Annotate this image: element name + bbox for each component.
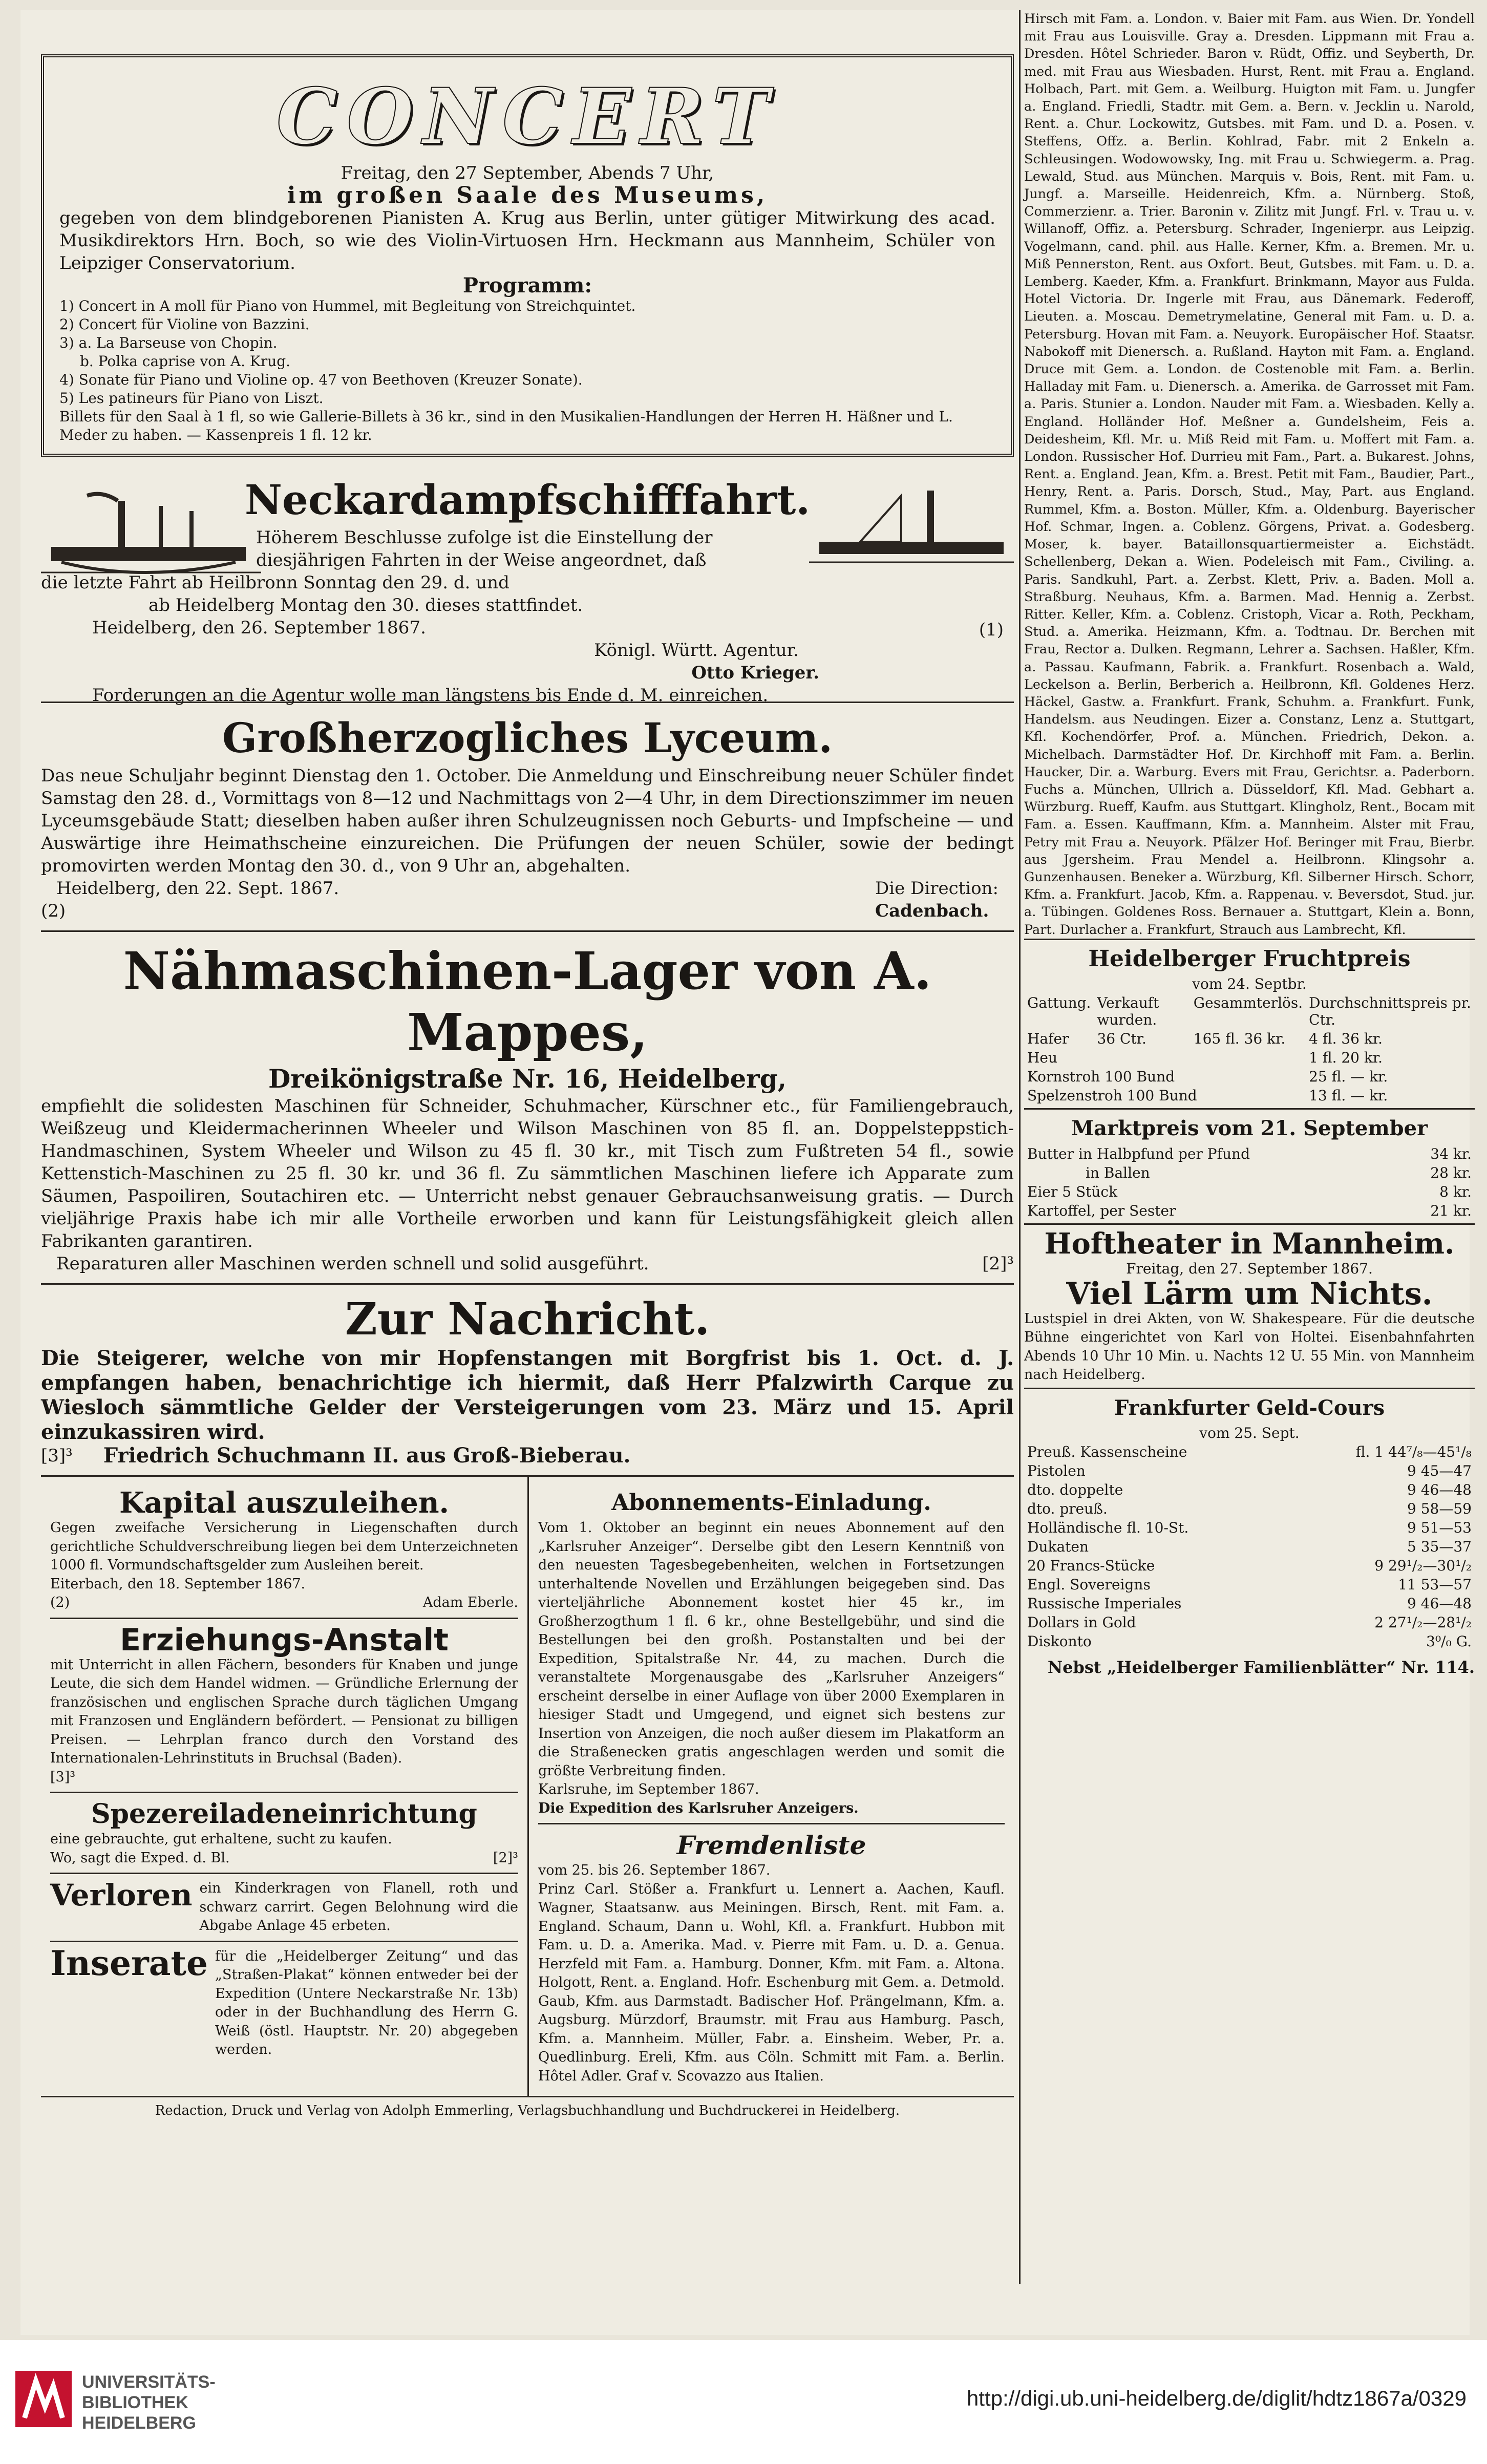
table-row (1024, 1163, 1475, 1182)
table-cell: Butter in Halbpfund per Pfund (1027, 1145, 1250, 1162)
table-header: Gattung. (1027, 994, 1091, 1011)
lyceum-date: Heidelberg, den 22. Sept. 1867. (56, 878, 339, 899)
table-cell: Diskonto (1027, 1632, 1092, 1650)
table-cell: 9 29¹/₂—30¹/₂ (1374, 1557, 1472, 1574)
concert-title: CONCERT (276, 72, 779, 162)
table-cell: fl. 1 44⁷/₈—45¹/₈ (1355, 1443, 1472, 1460)
verloren-ad (50, 1874, 518, 1942)
neckar-signer: Otto Krieger. (691, 663, 819, 683)
program-item: b. Polka caprise von A. Krug. (80, 353, 291, 370)
table-cell: 11 53—57 (1398, 1576, 1472, 1593)
nachricht-signer: Friedrich Schuchmann II. aus Groß-Bieberau. (103, 1443, 631, 1468)
concert-ad (41, 10, 1014, 465)
fruchtpreis-table (1024, 993, 1475, 1105)
table-cell: 1 fl. 20 kr. (1309, 1049, 1383, 1066)
table-cell: Kartoffel, per Sester (1027, 1202, 1176, 1219)
table-row (1024, 1518, 1475, 1537)
kapital-title: Kapital auszuleihen. (119, 1486, 450, 1520)
neckar-title: Neckardampfschifffahrt. (244, 476, 811, 524)
table-cell: Engl. Sovereigns (1027, 1576, 1151, 1593)
kapital-signer: Adam Eberle. (422, 1595, 518, 1610)
table-cell: 2 27¹/₂—28¹/₂ (1374, 1613, 1472, 1631)
neckar-date: Heidelberg, den 26. September 1867. (92, 618, 426, 638)
library-name (82, 2372, 216, 2433)
marktpreis-table (1024, 1144, 1475, 1220)
kapital-ad (50, 1482, 518, 1619)
fruchtpreis-title: Heidelberger Fruchtpreis (1088, 945, 1411, 972)
concert-tickets: Billets für den Saal à 1 fl, so wie Gallerie-Billets à 36 kr., sind in den Musikalien-Handlungen der Herren H. Häßner und L. Meder zu haben. — Kassenpreis 1 fl. 12 kr. (59, 408, 953, 443)
table-cell: 165 fl. 36 kr. (1193, 1030, 1286, 1047)
nachricht-ad (41, 1285, 1014, 1477)
source-url-link[interactable]: http://digi.ub.uni-heidelberg.de/diglit/hdtz1867a/0329 (966, 2386, 1467, 2410)
table-cell: Russische Imperiales (1027, 1595, 1182, 1612)
table-row (1024, 1182, 1475, 1201)
table-cell: Spelzenstroh 100 Bund (1027, 1087, 1197, 1104)
kapital-number: (2) (50, 1595, 70, 1610)
nachricht-footer (41, 1445, 1014, 1467)
hoftheater-section (1024, 1223, 1475, 1385)
marktpreis-title: Marktpreis vom 21. September (1071, 1116, 1428, 1140)
verloren-title: Verloren (50, 1878, 193, 1913)
naehmaschinen-title: Nähmaschinen-Lager von A. Mappes, (123, 941, 932, 1063)
abonnement-title: Abonnements-Einladung. (611, 1490, 931, 1516)
table-row (1024, 1480, 1475, 1499)
table-row (1024, 1537, 1475, 1556)
table-cell: Preuß. Kassenscheine (1027, 1443, 1187, 1460)
table-cell: Eier 5 Stück (1027, 1183, 1118, 1200)
table-row (1024, 1556, 1475, 1575)
university-library-logo-icon (15, 2371, 72, 2427)
table-cell: Kornstroh 100 Bund (1027, 1068, 1175, 1085)
table-row (1024, 1575, 1475, 1594)
two-column-section (41, 1477, 1014, 2097)
fremdenliste-left (538, 1824, 1005, 2091)
geldcours-table (1024, 1442, 1475, 1651)
program-item: 2) Concert für Violine von Bazzini. (59, 316, 310, 333)
concert-box (41, 54, 1014, 457)
left-subcolumn (41, 1477, 527, 2096)
beilage-note: Nebst „Heidelberger Familienblätter“ Nr. 114. (1047, 1657, 1475, 1677)
spezerei-ad (50, 1793, 518, 1874)
neckar-agency: Königl. Württ. Agentur. (594, 640, 799, 661)
right-column (1024, 10, 1475, 1676)
fruchtpreis-section (1024, 939, 1475, 1105)
table-cell: Pistolen (1027, 1462, 1086, 1479)
table-cell: 8 kr. (1439, 1183, 1472, 1200)
table-header: Durchschnittspreis pr. Ctr. (1309, 994, 1471, 1028)
fremdenliste-title: Fremdenliste (676, 1830, 866, 1860)
table-cell: dto. doppelte (1027, 1481, 1123, 1498)
table-cell: 28 kr. (1430, 1164, 1472, 1181)
neckar-line: die letzte Fahrt ab Heilbronn Sonntag den 29. d. und (41, 572, 509, 593)
table-cell: 9 58—59 (1407, 1500, 1472, 1517)
inserate-text: für die „Heidelberger Zeitung“ und das „Straßen-Plakat“ können entweder bei der Expedition (Untere Neckarstraße Nr. 13b) oder in der Buchhandlung des Herrn G. Weiß (östl. Hauptstr. Nr. 20) abgegeben werden. (215, 1948, 518, 2057)
erziehung-number: [3]³ (50, 1769, 76, 1785)
table-row (1024, 1461, 1475, 1480)
fruchtpreis-date: vom 24. Septbr. (1192, 975, 1307, 992)
nachricht-text: Die Steigerer, welche von mir Hopfenstangen mit Borgfrist bis 1. Oct. d. J. empfangen haben, benachrichtige ich hiermit, daß Herr Pfalzwirth Carque zu Wiesloch sämmtliche Gelder der Versteigerungen vom 23. März und 15. April einzukassiren wird. (41, 1346, 1014, 1444)
library-name-line: HEIDELBERG (82, 2413, 196, 2433)
abonnement-ad (538, 1482, 1005, 1824)
lyceum-number: (2) (41, 901, 66, 921)
verloren-text: ein Kinderkragen von Flanell, roth und schwarz carrirt. Gegen Belohnung wird die Abgabe Anlage 45 erbeten. (199, 1880, 518, 1934)
nachricht-title: Zur Nachricht. (345, 1293, 710, 1345)
library-name-line: UNIVERSITÄTS- (82, 2372, 216, 2392)
table-cell: 36 Ctr. (1097, 1030, 1146, 1047)
table-cell: 34 kr. (1430, 1145, 1472, 1162)
lyceum-footer (41, 877, 1014, 922)
program-item: 4) Sonate für Piano und Violine op. 47 von Beethoven (Kreuzer Sonate). (59, 371, 583, 388)
table-cell: 21 kr. (1430, 1202, 1472, 1219)
table-row (1024, 1067, 1475, 1086)
table-row (1024, 1086, 1475, 1105)
table-header-row (1024, 993, 1475, 1029)
table-row (1024, 1144, 1475, 1163)
table-cell: 3⁰/₀ G. (1426, 1632, 1472, 1650)
table-header: Gesammterlös. (1193, 994, 1303, 1011)
kapital-footer (50, 1594, 518, 1612)
fremdenliste-subtitle: vom 25. bis 26. September 1867. (538, 1862, 771, 1878)
spezerei-where: Wo, sagt die Exped. d. Bl. (50, 1850, 230, 1866)
table-cell: dto. preuß. (1027, 1500, 1108, 1517)
table-cell: 9 46—48 (1407, 1481, 1472, 1498)
table-row (1024, 1029, 1475, 1048)
table-row (1024, 1442, 1475, 1461)
neckar-line: diesjährigen Fahrten in der Weise angeordnet, daß (256, 550, 707, 570)
lyceum-title: Großherzogliches Lyceum. (222, 714, 833, 762)
geldcours-title: Frankfurter Geld-Cours (1114, 1395, 1385, 1420)
hoftheater-date: Freitag, den 27. September 1867. (1126, 1260, 1373, 1277)
left-column (41, 10, 1014, 2120)
table-cell: 4 fl. 36 kr. (1309, 1030, 1383, 1047)
abonnement-date: Karlsruhe, im September 1867. (538, 1781, 759, 1797)
neckar-line: Höherem Beschlusse zufolge ist die Einstellung der (256, 527, 713, 548)
marktpreis-section (1024, 1108, 1475, 1220)
inserate-ad (50, 1942, 518, 2065)
table-cell: 13 fl. — kr. (1309, 1087, 1388, 1104)
program-item: 3) a. La Barseuse von Chopin. (59, 334, 278, 351)
abonnement-text: Vom 1. Oktober an beginnt ein neues Abonnement auf den „Karlsruher Anzeiger“. Derselbe gibt den Lesern Kenntniß von den neuesten Tagesbegebenheiten, welchen in Fortsetzungen unterhaltende Novellen und Erzählungen beigegeben sind. Das vierteljährliche Abonnement kostet hier 45 kr., im Großherzogthum 1 fl. 6 kr., ohne Bestellgebühr, und sind die Bestellungen bei den großh. Postanstalten und bei der Expedition, Spitalstraße Nr. 44, zu machen. Durch die veranstaltete Morgenausgabe des „Karlsruher Anzeigers“ erscheint derselbe in einer Auflage von über 2000 Exemplaren in hiesiger Stadt und Umgegend, und eignet sich bestens zur Insertion von Anzeigen, die noch außer diesem im Plakatform an die Straßenecken gratis angeschlagen werden und somit die größte Verbreitung finden. (538, 1520, 1005, 1779)
spezerei-number: [2]³ (493, 1850, 518, 1866)
kapital-text: Gegen zweifache Versicherung in Liegenschaften durch gerichtliche Schuldverschreibung liegen bei dem Unterzeichneten 1000 fl. Vormundschaftsgelder zum Ausleihen bereit. (50, 1520, 518, 1573)
fremdenliste-continued: Hirsch mit Fam. a. London. v. Baier mit Fam. aus Wien. Dr. Yondell mit Frau aus Louisville. Gray a. Dresden. Lippmann mit Frau a. Dresden. Hôtel Schrieder. Baron v. Rüdt, Offiz. und Seyberth, Dr. med. mit Frau aus Wiesbaden. Hurst, Rent. mit Frau a. England. Holbach, Part. mit Gem. a. Weilburg. Huigton mit Fam. u. Jungfer a. England. Friedli, Stadtr. mit Gem. a. Bern. v. Jecklin u. Narold, Rent. a. Chur. Lockowitz, Gutsbes. mit Fam. und D. a. Posen. v. Steffens, Offz. a. Berlin. Kohlrad, Fabr. mit 2 Enkeln a. Schleusingen. Wodowowsky, Ing. mit Frau u. Schwiegerm. a. Prag. Lewald, Stud. aus München. Marquis v. Bois, Rent. mit Fam. u. Jungf. a. Marseille. Heidenreich, Kfm. a. Nürnberg. Stoß, Commerzienr. a. Trier. Baronin v. Zilitz mit Jungf. Frl. v. Trau u. v. Willanoff, Offiz. a. Petersburg. Schrader, Ingenierpr. aus Leipzig. Vogelmann, cand. phil. aus Halle. Kerner, Kfm. a. Bremen. Mr. u. Miß Pennerston, Rent. aus Oxfort. Beut, Gutsbes. mit Fam. u. D. a. Lemberg. Kaeder, Kfm. a. Frankfurt. Brinkmann, Mayor aus Fulda. Hotel Victoria. Dr. Ingerle mit Frau, aus Dänemark. Federoff, Lieuten. a. Moscau. Demetrymelatine, General mit Fam. u. D. a. Petersburg. Hovan mit Fam. a. Neuyork. Europäischer Hof. Staatsr. Nabokoff mit Dienersch. a. Rußland. Hayton mit Fam. a. England. Druce mit Gem. a. London. de Costenoble mit Fam. a. Berlin. Halladay mit Fam. u. Dienersch. a. Amerika. de Garrosset mit Fam. a. Paris. Stunier a. London. Nauder mit Fam. a. Wiesbaden. Kelly a. England. Holländer Hof. Meßner a. Gundelsheim, Feis a. Deidesheim, Kfl. Mr. u. Miß Reid mit Fam. u. Moffert mit Fam. a. London. Russischer Hof. Durrieu mit Fam., Part. a. Bukarest. Johns, Rent. a. England. Jean, Kfm. a. Brest. Petit mit Fam., Baudier, Part., Henry, Rent. a. Paris. Dorsch, Stud., May, Part. aus England. Rummel, Kfm. a. Boston. Müller, Kfm. a. Oldenburg. Bayerischer Hof. Schmar, Ingen. a. Coblenz. Görgens, Privat. a. Godesberg. Moser, k. bayer. Bataillonsquartiermeister a. Eichstädt. Schellenberg, Dekan a. Wien. Podeleisch mit Fam., Civiling. a. Paris. Sandkuhl, Part. a. Zerbst. Klett, Priv. a. Baden. Moll a. Straßburg. Neuhaus, Kfm. a. Barmen. Mad. Hennig a. Zerbst. Ritter. Keller, Kfm. a. Coblenz. Cristoph, Vicar a. Roth, Peckham, Stud. a. Amerika. Heizmann, Kfm. a. Todtnau. Dr. Berchen mit Frau, Rector a. Dulken. Regmann, Lehrer a. Sachsen. Haßler, Kfm. a. Passau. Kaufmann, Fabrik. a. Frankfurt. Rosenbach a. Wald, Leckelson a. Berlin, Berberich a. Heilbronn, Kfl. Goldenes Herz. Häckel, Gastw. a. Frankfurt. Frank, Schuhm. a. Frankfurt. Funk, Handelsm. aus Neudingen. Eizer a. Constanz, Lenz a. Stuttgart, Kfl. Kochendörfer, Prof. a. München. Friedrich, Dekon. a. Michelbach. Darmstädter Hof. Dr. Kirchhoff mit Fam. a. Berlin. Haucker, Dir. a. Warburg. Evers mit Frau, Gerichtsr. a. Paderborn. Fuchs a. München, Ullrich a. Düsseldorf, Kfl. Mad. Gebhart a. Würzburg. Rueff, Kaufm. aus Stuttgart. Klingholz, Rent., Bocam mit Fam. a. Essen. Kauffmann, Kfm. a. Mannheim. Alster mit Frau, Petry mit Frau a. Neuyork. Pfälzer Hof. Beringer mit Frau, Bierbr. aus Jgersheim. Frau Mendel a. Heilbronn. Klingsohr a. Gunzenhausen. Beneker a. Würzburg, Kfl. Silberner Hirsch. Schorr, Kfm. a. Frankfurt. Jacob, Kfm. a. Rappenau. v. Beversdot, Stud. jur. a. Tübingen. Goldenes Ross. Bernauer a. Stuttgart, Klein a. Bonn, Part. Durlacher a. Frankfurt, Strauch aus Lambrecht, Kfl. (1024, 11, 1475, 938)
right-subcolumn (527, 1477, 1014, 2096)
lyceum-signer: Cadenbach. (875, 901, 989, 921)
naehmaschinen-repair: Reparaturen aller Maschinen werden schnell und solid ausgeführt. (56, 1254, 649, 1274)
fremdenliste-text: Prinz Carl. Stößer a. Frankfurt u. Lennert a. Aachen, Kaufl. Wagner, Staatsanw. aus Meiningen. Birsch, Rent. mit Fam. a. England. Schaum, Dann u. Wohl, Kfl. a. Frankfurt. Hubbon mit Fam. u. D. a. Amerika. Mad. v. Pierre mit Fam. u. D. a. Genua. Herzfeld mit Fam. a. Hamburg. Donner, Kfm. mit Fam. a. Altona. Holgott, Rent. a. England. Hofr. Eschenburg mit Gem. a. Detmold. Gaub, Kfm. aus Darmstadt. Badischer Hof. Prängelmann, Kfm. a. Augsburg. Mürzdorf, Braumstr. mit Frau aus Hamburg. Pasch, Kfm. a. Mannheim. Müller, Fabr. a. Einsheim. Weber, Pr. a. Quedlinburg. Ereli, Kfm. aus Cöln. Schmitt mit Fam. a. Berlin. Hôtel Adler. Graf v. Scovazzo aus Italien. (538, 1881, 1005, 2084)
kapital-date: Eiterbach, den 18. September 1867. (50, 1576, 306, 1592)
table-cell: in Ballen (1086, 1164, 1150, 1181)
table-cell: Hafer (1027, 1030, 1069, 1047)
naehmaschinen-footer (41, 1252, 1014, 1275)
hoftheater-play: Viel Lärm um Nichts. (1066, 1276, 1433, 1312)
library-name-line: BIBLIOTHEK (82, 2393, 188, 2412)
table-row (1024, 1632, 1475, 1651)
naehmaschinen-number: [2]³ (982, 1254, 1014, 1274)
hoftheater-text: Lustspiel in drei Akten, von W. Shakespeare. Für die deutsche Bühne eingerichtet von Karl von Holtei. Eisenbahnfahrten Abends 10 Uhr 10 Min. u. Nachts 12 U. 55 Min. von Mannheim nach Heidelberg. (1024, 1310, 1475, 1383)
spezerei-text: eine gebrauchte, gut erhaltene, sucht zu kaufen. (50, 1831, 392, 1847)
table-row (1024, 1499, 1475, 1518)
library-footer (0, 2340, 1487, 2464)
table-cell: 25 fl. — kr. (1309, 1068, 1388, 1085)
table-cell: 9 51—53 (1407, 1519, 1472, 1536)
lyceum-direction: Die Direction: (875, 878, 999, 899)
table-cell: 9 46—48 (1407, 1595, 1472, 1612)
geldcours-section (1024, 1388, 1475, 1651)
neckar-number: (1) (979, 620, 1004, 640)
table-cell: Heu (1027, 1049, 1058, 1066)
naehmaschinen-address: Dreikönigstraße Nr. 16, Heidelberg, (268, 1064, 787, 1094)
table-cell: Dollars in Gold (1027, 1613, 1136, 1631)
inserate-title: Inserate (50, 1943, 208, 1983)
lyceum-text: Das neue Schuljahr beginnt Dienstag den 1. October. Die Anmeldung und Einschreibung neuer Schüler findet Samstag den 28. d., Vormittags von 8—12 und Nachmittags von 2—4 Uhr, in dem Directionszimmer im neuen Lyceumsgebäude Statt; dieselben haben außer ihren Schulzeugnissen noch Geburts- und Impfscheine — und Auswärtige ihre Heimathscheine einzureichen. Die Prüfungen der neuen Schüler, sowie der bedingt promovirten werden Montag den 30. d., von 9 Uhr an, abgehalten. (41, 766, 1014, 876)
erziehung-title: Erziehungs-Anstalt (120, 1622, 449, 1658)
spezerei-title: Spezereiladeneinrichtung (91, 1798, 477, 1830)
neckar-line: ab Heidelberg Montag den 30. dieses stattfindet. (148, 595, 583, 615)
naehmaschinen-ad (41, 932, 1014, 1285)
concert-program-title: Programm: (462, 273, 592, 298)
steamship-right-image (799, 480, 1019, 578)
spezerei-footer (50, 1849, 518, 1868)
table-row (1024, 1048, 1475, 1067)
abonnement-signer: Die Expedition des Karlsruher Anzeigers. (538, 1800, 859, 1816)
neckar-ad (41, 465, 1014, 706)
concert-text: gegeben von dem blindgeborenen Pianisten A. Krug aus Berlin, unter gütiger Mitwirkung des acad. Musikdirektors Hrn. Boch, so wie des Violin-Virtuosen Hrn. Heckmann aus Mannheim, Schüler von Leipziger Conservatorium. (59, 208, 995, 273)
newspaper-page (20, 10, 1475, 2335)
table-cell: 9 45—47 (1407, 1462, 1472, 1479)
table-row (1024, 1594, 1475, 1613)
program-item: 1) Concert in A moll für Piano von Hummel, mit Begleitung von Streichquintet. (59, 298, 636, 314)
nachricht-number: [3]³ (41, 1446, 73, 1466)
lyceum-ad (41, 703, 1014, 932)
hoftheater-title: Hoftheater in Mannheim. (1044, 1226, 1455, 1261)
naehmaschinen-text: empfiehlt die solidesten Maschinen für Schneider, Schuhmacher, Kürschner etc., für Familiengebrauch, Weißzeug und Kleidermacherinnen Wheeler und Wilson Maschinen von 85 fl. an. Doppelsteppstich-Handmaschinen, System Wheeler und Wilson zu 45 fl. 30 kr., mit Tisch zum Fußtreten 54 fl., sowie Kettenstich-Maschinen zu 25 fl. 30 kr. und 36 fl. Zu sämmtlichen Maschinen liefere ich Apparate zum Säumen, Paspoiliren, Soutachiren etc. — Unterricht nebst genauer Gebrauchsanweisung gratis. — Durch vieljährige Praxis habe ich mir alle Vortheile erworben und kann für Leistungsfähigkeit gleich allen Fabrikanten garantiren. (41, 1096, 1014, 1251)
table-row (1024, 1201, 1475, 1220)
imprint: Redaction, Druck und Verlag von Adolph Emmerling, Verlagsbuchhandlung und Buchdruckerei in Heidelberg. (155, 2103, 900, 2118)
neckar-note: Forderungen an die Agentur wolle man längstens bis Ende d. M. einreichen. (92, 685, 769, 706)
erziehung-ad (50, 1619, 518, 1794)
program-item: 5) Les patineurs für Piano von Liszt. (59, 390, 324, 407)
table-cell: 20 Francs-Stücke (1027, 1557, 1155, 1574)
geldcours-date: vom 25. Sept. (1199, 1424, 1300, 1441)
table-header: Verkauft wurden. (1097, 994, 1159, 1028)
table-cell: 5 35—37 (1407, 1538, 1472, 1555)
table-row (1024, 1613, 1475, 1632)
erziehung-text: mit Unterricht in allen Fächern, besonders für Knaben und junge Leute, die sich dem Handel widmen. — Gründliche Erlernung der französischen und englischen Sprache durch täglichen Umgang mit Franzosen und Engländern befördert. — Pensionat zu billigen Preisen. — Lehrplan franco durch den Vorstand des Internationalen-Lehrinstituts in Bruchsal (Baden). (50, 1656, 518, 1766)
concert-venue: im großen Saale des Museums, (287, 182, 768, 208)
column-divider (1019, 10, 1021, 2284)
table-cell: Dukaten (1027, 1538, 1089, 1555)
steamship-left-image (41, 485, 261, 583)
concert-date: Freitag, den 27 September, Abends 7 Uhr, (341, 163, 714, 183)
table-cell: Holländische fl. 10-St. (1027, 1519, 1189, 1536)
